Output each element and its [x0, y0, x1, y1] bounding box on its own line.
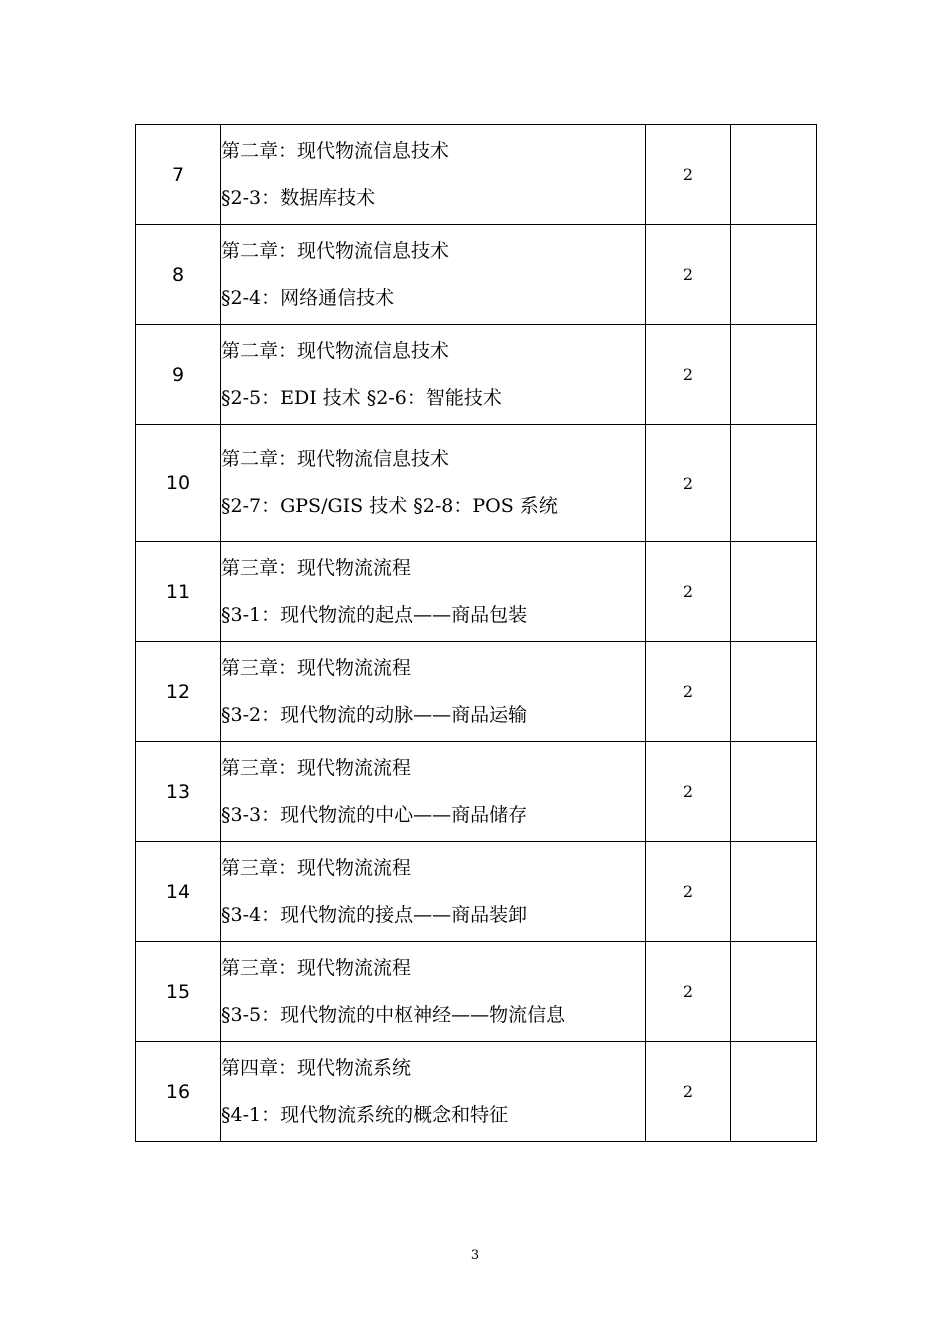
chapter-title: 第四章：现代物流系统 — [221, 1056, 412, 1079]
week-cell: 10 — [136, 425, 221, 542]
content-cell — [221, 125, 646, 225]
content-cell — [221, 1042, 646, 1142]
note-cell — [731, 842, 817, 942]
table-row — [136, 842, 817, 942]
chapter-title: 第二章：现代物流信息技术 — [221, 239, 450, 262]
chapter-title: 第二章：现代物流信息技术 — [221, 339, 450, 362]
table-row — [136, 425, 817, 542]
content-cell — [221, 642, 646, 742]
page-number: 3 — [470, 1248, 480, 1263]
chapter-title: 第三章：现代物流流程 — [221, 656, 412, 679]
chapter-title: 第三章：现代物流流程 — [221, 956, 412, 979]
note-cell — [731, 542, 817, 642]
content-cell — [221, 325, 646, 425]
section-title: §2-4：网络通信技术 — [221, 286, 395, 309]
section-title: §3-1：现代物流的起点——商品包装 — [221, 603, 528, 626]
chapter-title: 第二章：现代物流信息技术 — [221, 139, 450, 162]
table-row — [136, 1042, 817, 1142]
note-cell — [731, 225, 817, 325]
chapter-title: 第三章：现代物流流程 — [221, 756, 412, 779]
hours-cell: 2 — [646, 425, 731, 542]
content-cell — [221, 742, 646, 842]
table-row — [136, 125, 817, 225]
hours-cell: 2 — [646, 125, 731, 225]
hours-cell: 2 — [646, 942, 731, 1042]
section-title: §3-4：现代物流的接点——商品装卸 — [221, 903, 528, 926]
week-cell: 12 — [136, 642, 221, 742]
section-title: §2-3：数据库技术 — [221, 186, 376, 209]
hours-cell: 2 — [646, 325, 731, 425]
section-title: §3-2：现代物流的动脉——商品运输 — [221, 703, 528, 726]
note-cell — [731, 942, 817, 1042]
table-row — [136, 642, 817, 742]
content-cell — [221, 425, 646, 542]
section-title: §3-5：现代物流的中枢神经——物流信息 — [221, 1003, 566, 1026]
note-cell — [731, 325, 817, 425]
table-row — [136, 225, 817, 325]
hours-cell: 2 — [646, 742, 731, 842]
hours-cell: 2 — [646, 1042, 731, 1142]
week-cell: 13 — [136, 742, 221, 842]
table-row — [136, 942, 817, 1042]
schedule-table — [135, 124, 817, 1142]
note-cell — [731, 1042, 817, 1142]
table-row — [136, 325, 817, 425]
week-cell: 16 — [136, 1042, 221, 1142]
note-cell — [731, 125, 817, 225]
hours-cell: 2 — [646, 642, 731, 742]
week-cell: 15 — [136, 942, 221, 1042]
content-cell — [221, 225, 646, 325]
chapter-title: 第三章：现代物流流程 — [221, 556, 412, 579]
content-cell — [221, 942, 646, 1042]
content-cell — [221, 542, 646, 642]
section-title: §2-7：GPS/GIS 技术 §2-8：POS 系统 — [221, 495, 558, 517]
week-cell: 7 — [136, 125, 221, 225]
table-row — [136, 742, 817, 842]
section-title: §2-5：EDI 技术 §2-6：智能技术 — [221, 386, 502, 409]
week-cell: 9 — [136, 325, 221, 425]
week-cell: 11 — [136, 542, 221, 642]
hours-cell: 2 — [646, 225, 731, 325]
table-row — [136, 542, 817, 642]
content-cell — [221, 842, 646, 942]
note-cell — [731, 642, 817, 742]
note-cell — [731, 425, 817, 542]
hours-cell: 2 — [646, 842, 731, 942]
section-title: §3-3：现代物流的中心——商品储存 — [221, 803, 528, 826]
chapter-title: 第三章：现代物流流程 — [221, 856, 412, 879]
hours-cell: 2 — [646, 542, 731, 642]
section-title: §4-1：现代物流系统的概念和特征 — [221, 1103, 509, 1126]
week-cell: 8 — [136, 225, 221, 325]
note-cell — [731, 742, 817, 842]
week-cell: 14 — [136, 842, 221, 942]
chapter-title: 第二章：现代物流信息技术 — [221, 448, 450, 470]
